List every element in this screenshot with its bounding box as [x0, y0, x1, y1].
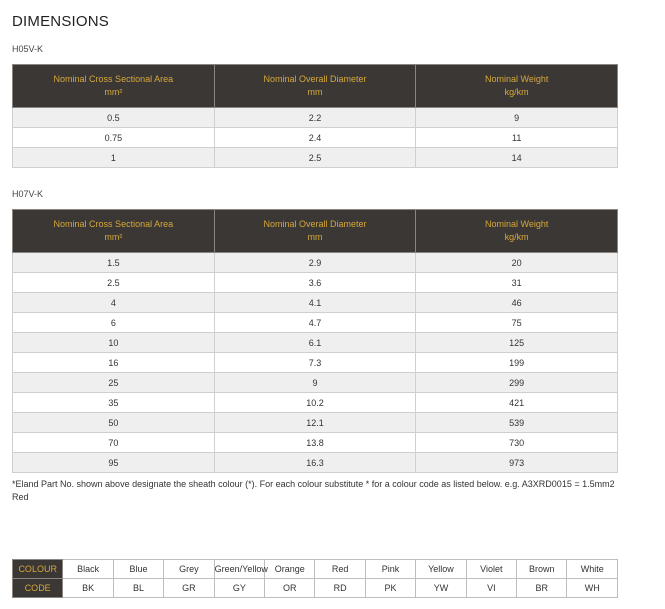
colour-row [13, 560, 618, 579]
colour-name-cell: Green/Yellow [214, 560, 264, 579]
cell-diameter: 13.8 [214, 433, 416, 453]
cell-diameter: 16.3 [214, 453, 416, 473]
cell-weight: 14 [416, 148, 618, 168]
colour-name-cell: Black [63, 560, 113, 579]
cell-weight: 20 [416, 253, 618, 273]
cell-weight: 125 [416, 333, 618, 353]
cell-diameter: 4.7 [214, 313, 416, 333]
table-header-row [13, 65, 618, 108]
table-row [13, 353, 618, 373]
table-header-row [13, 210, 618, 253]
colour-code-cell: OR [265, 579, 315, 598]
cell-weight: 31 [416, 273, 618, 293]
colour-name-cell: Pink [365, 560, 415, 579]
cell-diameter: 2.2 [214, 108, 416, 128]
header-cross-section: Nominal Cross Sectional Area mm² [13, 65, 215, 108]
colour-code-cell: RD [315, 579, 365, 598]
cell-cross-section: 70 [13, 433, 215, 453]
cell-weight: 11 [416, 128, 618, 148]
colour-name-cell: Brown [517, 560, 567, 579]
colour-name-cell: Orange [265, 560, 315, 579]
colour-code-cell: GR [164, 579, 214, 598]
cell-cross-section: 1.5 [13, 253, 215, 273]
colour-code-cell: GY [214, 579, 264, 598]
table-row [13, 333, 618, 353]
colour-code-cell: BR [517, 579, 567, 598]
colour-code-cell: BL [113, 579, 163, 598]
colour-row-label: COLOUR [13, 560, 63, 579]
cell-diameter: 9 [214, 373, 416, 393]
cell-diameter: 2.9 [214, 253, 416, 273]
code-row-label: CODE [13, 579, 63, 598]
table-row [13, 128, 618, 148]
header-weight: Nominal Weight kg/km [416, 210, 618, 253]
cell-weight: 730 [416, 433, 618, 453]
h07v-k-dimensions-table [12, 209, 618, 473]
cell-cross-section: 6 [13, 313, 215, 333]
table-body [13, 253, 618, 473]
table-row [13, 313, 618, 333]
code-row [13, 579, 618, 598]
colour-name-cell: Red [315, 560, 365, 579]
table-row [13, 293, 618, 313]
cell-cross-section: 10 [13, 333, 215, 353]
h05v-k-dimensions-table [12, 64, 618, 168]
colour-code-cell: BK [63, 579, 113, 598]
cell-diameter: 2.4 [214, 128, 416, 148]
colour-code-note: *Eland Part No. shown above designate the sheath colour (*). For each colour substitute * for a colour code as listed below. e.g. A3XRD0015 = 1.5mm2 Red [12, 479, 615, 502]
colour-name-cell: Violet [466, 560, 516, 579]
table-row [13, 148, 618, 168]
cell-cross-section: 4 [13, 293, 215, 313]
cell-weight: 539 [416, 413, 618, 433]
header-diameter: Nominal Overall Diameter mm [214, 65, 416, 108]
cell-weight: 75 [416, 313, 618, 333]
page-title: DIMENSIONS [12, 13, 110, 30]
cell-diameter: 6.1 [214, 333, 416, 353]
cell-cross-section: 16 [13, 353, 215, 373]
colour-name-cell: Blue [113, 560, 163, 579]
table-row [13, 433, 618, 453]
cell-cross-section: 95 [13, 453, 215, 473]
cell-weight: 9 [416, 108, 618, 128]
cell-weight: 299 [416, 373, 618, 393]
cell-diameter: 12.1 [214, 413, 416, 433]
table-row [13, 413, 618, 433]
cell-cross-section: 35 [13, 393, 215, 413]
table-1-label: H05V-K [12, 44, 44, 54]
table-row [13, 453, 618, 473]
cell-diameter: 7.3 [214, 353, 416, 373]
colour-code-cell: YW [416, 579, 466, 598]
cell-cross-section: 1 [13, 148, 215, 168]
cell-diameter: 3.6 [214, 273, 416, 293]
table-row [13, 273, 618, 293]
colour-code-cell: WH [567, 579, 618, 598]
cell-weight: 973 [416, 453, 618, 473]
table-row [13, 253, 618, 273]
table-row [13, 108, 618, 128]
table-2-label: H07V-K [12, 189, 44, 199]
colour-code-cell: PK [365, 579, 415, 598]
cell-cross-section: 25 [13, 373, 215, 393]
colour-name-cell: White [567, 560, 618, 579]
table-body [13, 108, 618, 168]
cell-cross-section: 50 [13, 413, 215, 433]
table-row [13, 373, 618, 393]
header-diameter: Nominal Overall Diameter mm [214, 210, 416, 253]
cell-diameter: 10.2 [214, 393, 416, 413]
cell-diameter: 4.1 [214, 293, 416, 313]
cell-weight: 46 [416, 293, 618, 313]
cell-cross-section: 2.5 [13, 273, 215, 293]
cell-weight: 199 [416, 353, 618, 373]
cell-weight: 421 [416, 393, 618, 413]
colour-code-cell: VI [466, 579, 516, 598]
cell-cross-section: 0.75 [13, 128, 215, 148]
header-cross-section: Nominal Cross Sectional Area mm² [13, 210, 215, 253]
header-weight: Nominal Weight kg/km [416, 65, 618, 108]
cell-cross-section: 0.5 [13, 108, 215, 128]
cell-diameter: 2.5 [214, 148, 416, 168]
table-row [13, 393, 618, 413]
colour-name-cell: Yellow [416, 560, 466, 579]
colour-code-table [12, 559, 618, 598]
colour-name-cell: Grey [164, 560, 214, 579]
